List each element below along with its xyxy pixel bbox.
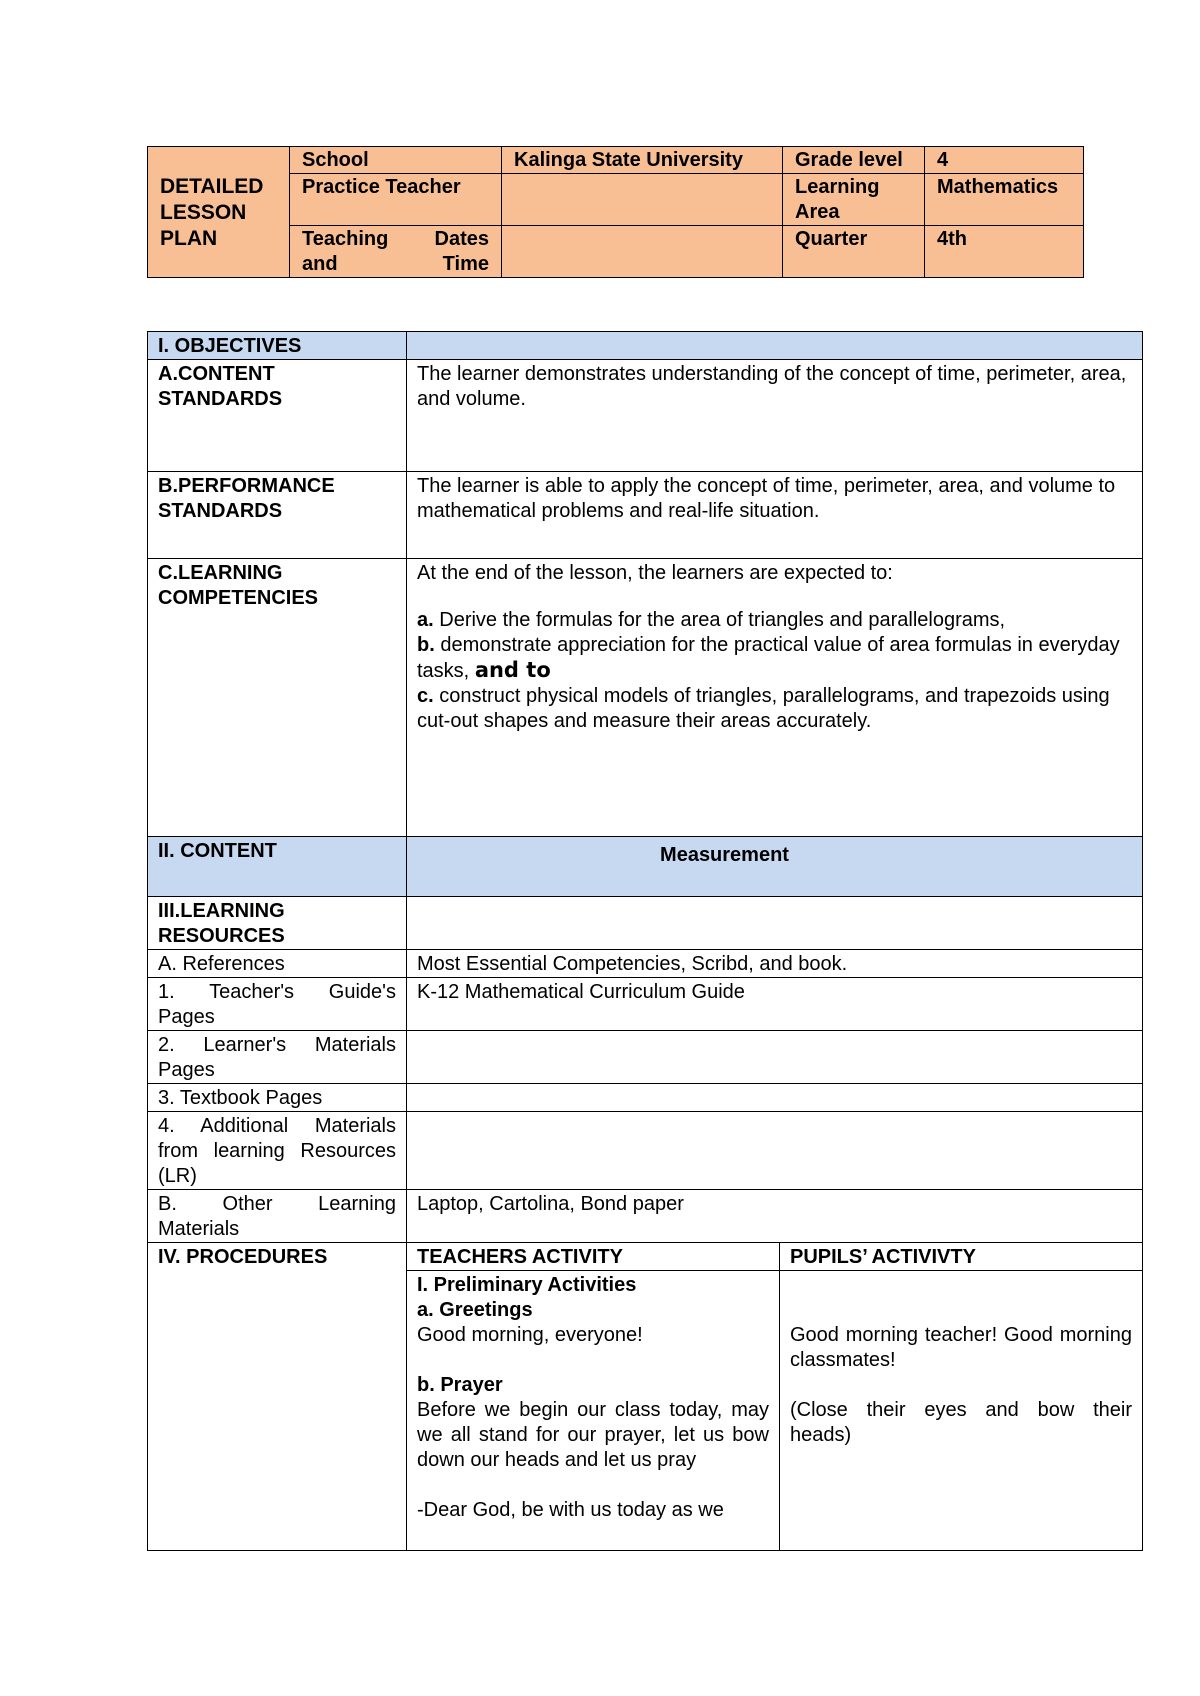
pupils-activity-cell <box>780 1271 1143 1551</box>
quarter-label: Quarter <box>783 226 925 278</box>
references-value: Most Essential Competencies, Scribd, and book. <box>407 950 1143 978</box>
learners-materials-value <box>407 1031 1143 1084</box>
references-label: A. References <box>148 950 407 978</box>
teachers-guide-label: 1. Teacher's Guide's Pages <box>148 978 407 1031</box>
resources-heading-blank <box>407 897 1143 950</box>
other-materials-value: Laptop, Cartolina, Bond paper <box>407 1190 1143 1243</box>
area-value: Mathematics <box>925 174 1084 226</box>
competency-b: b. demonstrate appreciation for the practical value of area formulas in everyday tasks, and to <box>417 634 1120 682</box>
content-standards-label: A.CONTENT STANDARDS <box>148 360 407 472</box>
prayer-pupil-text: (Close their eyes and bow their heads) <box>790 1399 1132 1446</box>
performance-standards-label: B.PERFORMANCE STANDARDS <box>148 472 407 559</box>
pupils-activity-header: PUPILS’ ACTIVIVTY <box>780 1243 1143 1271</box>
teacher-label: Practice Teacher <box>290 174 502 226</box>
competencies-intro: At the end of the lesson, the learners are expected to: <box>417 562 893 584</box>
lesson-plan-table <box>147 331 1143 1551</box>
objectives-heading: I. OBJECTIVES <box>148 332 407 360</box>
teachers-guide-value: K-12 Mathematical Curriculum Guide <box>407 978 1143 1031</box>
content-standards-text: The learner demonstrates understanding of the concept of time, perimeter, area, and volume. <box>407 360 1143 472</box>
performance-standards-text: The learner is able to apply the concept of time, perimeter, area, and volume to mathematical problems and real-life situation. <box>407 472 1143 559</box>
learners-materials-label: 2. Learner's Materials Pages <box>148 1031 407 1084</box>
school-label: School <box>290 147 502 174</box>
area-label: Learning Area <box>783 174 925 226</box>
procedures-heading: IV. PROCEDURES <box>148 1243 407 1551</box>
quarter-value: 4th <box>925 226 1084 278</box>
header-table <box>147 146 1084 278</box>
additional-materials-label: 4. Additional Materials from learning Resources (LR) <box>148 1112 407 1190</box>
teachers-activity-cell <box>407 1271 780 1551</box>
dates-label: Teaching Dates and Time <box>290 226 502 278</box>
preliminary-activities-title: I. Preliminary Activities <box>417 1274 637 1296</box>
greetings-title: a. Greetings <box>417 1299 533 1321</box>
objectives-heading-blank <box>407 332 1143 360</box>
competency-c: c. construct physical models of triangles, parallelograms, and trapezoids using cut-out shapes and measure their areas accurately. <box>417 685 1110 732</box>
grade-label: Grade level <box>783 147 925 174</box>
learning-competencies-label: C.LEARNING COMPETENCIES <box>148 559 407 837</box>
grade-value: 4 <box>925 147 1084 174</box>
textbook-pages-label: 3. Textbook Pages <box>148 1084 407 1112</box>
greetings-teacher-text: Good morning, everyone! <box>417 1324 643 1346</box>
textbook-pages-value <box>407 1084 1143 1112</box>
competency-a: a. Derive the formulas for the area of triangles and parallelograms, <box>417 609 1006 631</box>
prayer-line: -Dear God, be with us today as we <box>417 1499 724 1521</box>
additional-materials-value <box>407 1112 1143 1190</box>
resources-heading: III.LEARNING RESOURCES <box>148 897 407 950</box>
teacher-value <box>502 174 783 226</box>
content-heading: II. CONTENT <box>148 837 407 897</box>
learning-competencies-text <box>407 559 1143 837</box>
other-materials-label: B. Other Learning Materials <box>148 1190 407 1243</box>
prayer-teacher-text: Before we begin our class today, may we all stand for our prayer, let us bow down our heads and let us pray <box>417 1399 769 1471</box>
dates-value <box>502 226 783 278</box>
prayer-title: b. Prayer <box>417 1374 503 1396</box>
greetings-pupil-text: Good morning teacher! Good morning classmates! <box>790 1324 1132 1371</box>
content-value: Measurement <box>407 837 1143 897</box>
school-value: Kalinga State University <box>502 147 783 174</box>
lesson-plan-title: DETAILED LESSON PLAN <box>148 147 290 278</box>
teachers-activity-header: TEACHERS ACTIVITY <box>407 1243 780 1271</box>
